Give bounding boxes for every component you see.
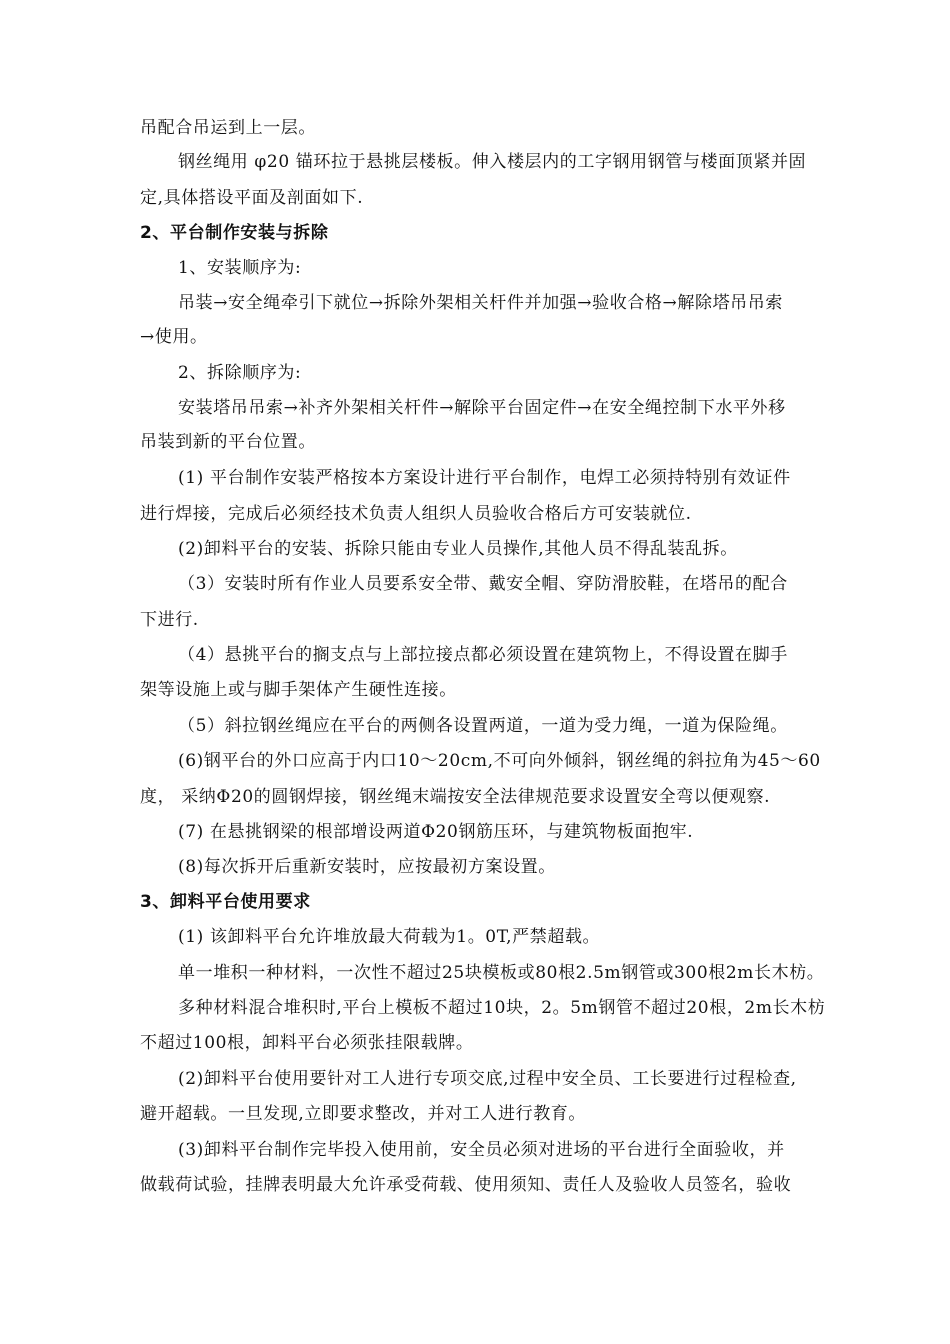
- text-line: (2)卸料平台的安装、拆除只能由专业人员操作,其他人员不得乱装乱拆。: [178, 539, 738, 559]
- text-line: (1) 平台制作安装严格按本方案设计进行平台制作，电焊工必须持特别有效证件: [178, 468, 791, 488]
- text-line: 吊配合吊运到上一层。: [140, 118, 316, 138]
- text-line: 定,具体搭设平面及剖面如下.: [140, 188, 364, 208]
- text-line: 度， 采纳Φ20的圆钢焊接，钢丝绳末端按安全法律规范要求设置安全弯以便观察.: [140, 787, 771, 807]
- text-line: 架等设施上或与脚手架体产生硬性连接。: [140, 680, 457, 700]
- text-line: (6)钢平台的外口应高于内口10～20cm,不可向外倾斜，钢丝绳的斜拉角为45～60: [178, 751, 821, 771]
- text-line: 避开超载。一旦发现,立即要求整改，并对工人进行教育。: [140, 1104, 587, 1124]
- text-line: (3)卸料平台制作完毕投入使用前，安全员必须对进场的平台进行全面验收，并: [178, 1140, 785, 1160]
- text-line: →使用。: [140, 327, 208, 347]
- text-line: 吊装到新的平台位置。: [140, 432, 316, 452]
- text-line: (8)每次拆开后重新安装时，应按最初方案设置。: [178, 857, 556, 877]
- text-line: 多种材料混合堆积时,平台上模板不超过10块，2。5m钢管不超过20根，2m长木枋: [178, 998, 826, 1018]
- section-heading: 2、平台制作安装与拆除: [140, 223, 329, 243]
- text-line: 进行焊接，完成后必须经技术负责人组织人员验收合格后方可安装就位.: [140, 504, 692, 524]
- text-line: (1) 该卸料平台允许堆放最大荷载为1。0T,严禁超载。: [178, 927, 601, 947]
- text-line: 2、拆除顺序为:: [178, 363, 302, 383]
- text-line: 做载荷试验，挂牌表明最大允许承受荷载、使用须知、责任人及验收人员签名，验收: [140, 1175, 792, 1195]
- text-line: (2)卸料平台使用要针对工人进行专项交底,过程中安全员、工长要进行过程检查,: [178, 1069, 797, 1089]
- text-line: 1、安装顺序为:: [178, 258, 302, 278]
- section-heading: 3、卸料平台使用要求: [140, 892, 311, 912]
- text-line: 钢丝绳用 φ20 锚环拉于悬挑层楼板。伸入楼层内的工字钢用钢管与楼面顶紧并固: [178, 152, 807, 172]
- text-line: (7) 在悬挑钢梁的根部增设两道Φ20钢筋压环，与建筑物板面抱牢.: [178, 822, 694, 842]
- text-line: 吊装→安全绳牵引下就位→拆除外架相关杆件并加强→验收合格→解除塔吊吊索: [178, 293, 783, 313]
- text-line: 安装塔吊吊索→补齐外架相关杆件→解除平台固定件→在安全绳控制下水平外移: [178, 398, 786, 418]
- text-line: 不超过100根，卸料平台必须张挂限载牌。: [140, 1033, 474, 1053]
- text-line: 单一堆积一种材料，一次性不超过25块模板或80根2.5m钢管或300根2m长木枋。: [178, 963, 825, 983]
- text-line: 下进行.: [140, 610, 199, 630]
- text-line: （4）悬挑平台的搁支点与上部拉接点都必须设置在建筑物上，不得设置在脚手: [178, 645, 788, 665]
- text-line: （3）安装时所有作业人员要系安全带、戴安全帽、穿防滑胶鞋，在塔吊的配合: [178, 574, 788, 594]
- text-line: （5）斜拉钢丝绳应在平台的两侧各设置两道，一道为受力绳，一道为保险绳。: [178, 716, 788, 736]
